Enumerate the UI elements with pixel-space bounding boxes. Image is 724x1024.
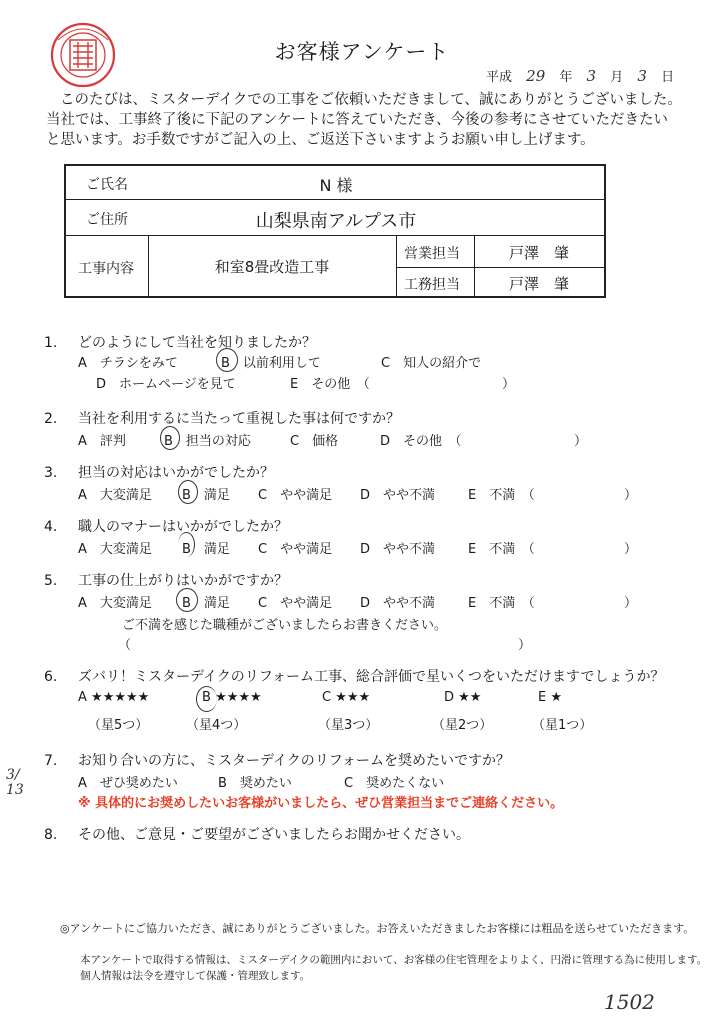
question-number: 4. xyxy=(44,519,58,535)
question-text: 当社を利用するに当たって重視した事は何ですか？ xyxy=(78,411,400,427)
date-year: 29 xyxy=(526,67,546,85)
option-b[interactable]: B 奨めたい xyxy=(218,776,292,791)
question-8 xyxy=(44,824,470,844)
handwritten-side-note xyxy=(6,768,24,798)
date-row xyxy=(486,66,674,85)
option-a[interactable]: A ぜひ奨めたい xyxy=(78,776,178,791)
answer-circle xyxy=(178,532,195,557)
question-5-sub: ご不満を感じた職種がございましたらお書きください。 xyxy=(122,618,448,633)
option-e[interactable]: E その他 （ xyxy=(290,377,370,392)
question-text: その他、ご意見・ご要望がございましたらお聞かせください。 xyxy=(78,827,470,843)
option-d[interactable]: D やや不満 xyxy=(360,542,436,557)
option-b[interactable]: B 担当の対応 xyxy=(164,434,251,449)
option-c[interactable]: C 価格 xyxy=(290,434,339,449)
question-text: 工事の仕上がりはいかがですか？ xyxy=(78,573,288,589)
sales-label: 営業担当 xyxy=(404,246,460,262)
answer-circle xyxy=(196,686,217,712)
date-day: 3 xyxy=(637,67,647,85)
rating-e[interactable] xyxy=(538,690,562,705)
date-day-unit: 日 xyxy=(661,70,675,85)
question-7-options xyxy=(78,772,678,812)
option-e[interactable]: E 不満 （ xyxy=(468,596,535,611)
rating-letter: A xyxy=(78,690,87,705)
question-number: 5. xyxy=(44,573,58,589)
footer-privacy-2: 個人情報は法令を遵守して保護・管理致します。 xyxy=(80,970,311,982)
option-close: ） xyxy=(624,596,638,611)
question-3 xyxy=(44,462,274,482)
intro-line: 当社では、工事終了後に下記のアンケートに答えていただき、今後の参考にさせていただきたい xyxy=(46,112,669,128)
intro-line: と思います。お手数ですがご記入の上、ご返送下さいますようお願い申し上げます。 xyxy=(46,132,595,148)
question-4-options xyxy=(78,538,678,558)
question-number: 1. xyxy=(44,335,58,351)
date-year-unit: 年 xyxy=(559,70,573,85)
option-a[interactable]: A 大変満足 xyxy=(78,542,152,557)
sales-value: 戸澤 肇 xyxy=(508,244,569,262)
address-label: ご住所 xyxy=(86,212,128,228)
option-c[interactable]: C やや満足 xyxy=(258,542,333,557)
question-number: 8. xyxy=(44,827,58,843)
option-close: ） xyxy=(624,542,638,557)
intro-line: このたびは、ミスターデイクでの工事をご依頼いただきまして、誠にありがとうございました。 xyxy=(60,92,682,108)
question-text: どのようにして当社を知りましたか？ xyxy=(78,335,316,351)
rating-a-caption: （星5つ） xyxy=(88,718,149,733)
rating-stars: ★★★★ xyxy=(215,690,262,705)
rating-a[interactable] xyxy=(78,690,149,705)
rating-letter: D xyxy=(444,690,455,705)
question-number: 2. xyxy=(44,411,58,427)
rating-stars: ★ xyxy=(550,690,563,705)
option-d[interactable]: D やや不満 xyxy=(360,488,436,503)
question-text: お知り合いの方に、ミスターデイクのリフォームを奨めたいですか？ xyxy=(78,753,511,769)
question-text: ズバリ！ミスターデイクのリフォーム工事、総合評価で星いくつをいただけますでしょうか？ xyxy=(78,669,665,685)
footer-privacy-1: 本アンケートで取得する情報は、ミスターデイクの範囲内において、お客様の住宅管理をよりよく、円滑に管理する為に使用します。 xyxy=(80,954,708,966)
name-value: N 様 xyxy=(319,176,353,195)
construction-value: 戸澤 肇 xyxy=(508,275,569,293)
option-c[interactable]: C やや満足 xyxy=(258,596,333,611)
answer-circle xyxy=(178,480,198,504)
question-7-note: ※ 具体的にお奨めしたいお客様がいましたら、ぜひ営業担当までご連絡ください。 xyxy=(78,796,564,811)
option-d[interactable]: D ホームページを見て xyxy=(96,377,236,392)
option-a[interactable]: A チラシをみて xyxy=(78,356,178,371)
option-a[interactable]: A 大変満足 xyxy=(78,596,152,611)
address-row xyxy=(66,200,604,236)
option-c[interactable]: C 知人の紹介で xyxy=(381,356,482,371)
side-note-top: 3/ xyxy=(6,767,20,783)
question-6-ratings xyxy=(78,690,678,734)
option-close: ） xyxy=(624,488,638,503)
work-value: 和室8畳改造工事 xyxy=(214,258,330,276)
rating-c-caption: （星3つ） xyxy=(318,718,379,733)
question-number: 6. xyxy=(44,669,58,685)
rating-c[interactable] xyxy=(322,690,370,705)
rating-d-caption: （星2つ） xyxy=(432,718,493,733)
address-value: 山梨県南アルプス市 xyxy=(255,211,417,232)
option-d[interactable]: D その他 （ xyxy=(380,434,462,449)
option-d[interactable]: D やや不満 xyxy=(360,596,436,611)
page-title: お客様アンケート xyxy=(274,40,450,64)
rating-letter: B xyxy=(202,690,211,705)
rating-d[interactable] xyxy=(444,690,481,705)
answer-circle xyxy=(176,588,198,612)
question-1-options xyxy=(78,352,678,392)
question-6 xyxy=(44,666,664,686)
question-5 xyxy=(44,570,288,590)
option-b[interactable]: B 満足 xyxy=(182,596,230,611)
construction-label: 工務担当 xyxy=(404,277,460,293)
rating-stars: ★★ xyxy=(458,690,482,705)
rating-letter: E xyxy=(538,690,547,705)
name-row xyxy=(66,166,604,200)
option-a[interactable]: A 大変満足 xyxy=(78,488,152,503)
option-e[interactable]: E 不満 （ xyxy=(468,542,535,557)
paren-close: ） xyxy=(518,638,532,653)
date-month: 3 xyxy=(586,67,597,85)
work-row xyxy=(66,236,604,298)
answer-circle xyxy=(216,348,238,372)
rating-b-caption: （星4つ） xyxy=(186,718,247,733)
option-b[interactable]: B 以前利用して xyxy=(221,356,321,371)
option-b[interactable]: B 満足 xyxy=(182,488,230,503)
date-month-unit: 月 xyxy=(610,70,624,85)
question-7 xyxy=(44,750,510,770)
option-e-close: ） xyxy=(502,377,516,392)
option-a[interactable]: A 評判 xyxy=(78,434,126,449)
footer-thanks: ◎アンケートにご協力いただき、誠にありがとうございました。お答えいただきましたお客様には粗品を送らせていただきます。 xyxy=(60,922,695,935)
rating-stars: ★★★★★ xyxy=(91,690,150,705)
option-c[interactable]: C やや満足 xyxy=(258,488,333,503)
option-close: ） xyxy=(574,434,588,449)
question-4 xyxy=(44,516,288,536)
option-b[interactable]: B 満足 xyxy=(182,542,230,557)
paren-open: （ xyxy=(118,638,132,653)
date-era: 平成 xyxy=(486,70,513,85)
question-2 xyxy=(44,408,400,428)
name-label: ご氏名 xyxy=(86,177,128,193)
rating-stars: ★★★ xyxy=(335,690,371,705)
option-e[interactable]: E 不満 （ xyxy=(468,488,535,503)
question-5-options xyxy=(78,592,678,652)
option-c[interactable]: C 奨めたくない xyxy=(344,776,445,791)
side-note-bottom: 13 xyxy=(6,782,24,798)
question-number: 3. xyxy=(44,465,58,481)
customer-info-table xyxy=(64,164,606,298)
work-label: 工事内容 xyxy=(78,261,134,277)
answer-circle xyxy=(160,426,180,450)
rating-e-caption: （星1つ） xyxy=(532,718,593,733)
handwritten-number: 1502 xyxy=(604,990,655,1014)
question-3-options xyxy=(78,484,678,504)
question-number: 7. xyxy=(44,753,58,769)
question-1 xyxy=(44,332,316,352)
question-text: 担当の対応はいかがでしたか？ xyxy=(78,465,274,481)
intro-text xyxy=(46,90,696,150)
rating-letter: C xyxy=(322,690,332,705)
question-text: 職人のマナーはいかがでしたか？ xyxy=(78,519,288,535)
